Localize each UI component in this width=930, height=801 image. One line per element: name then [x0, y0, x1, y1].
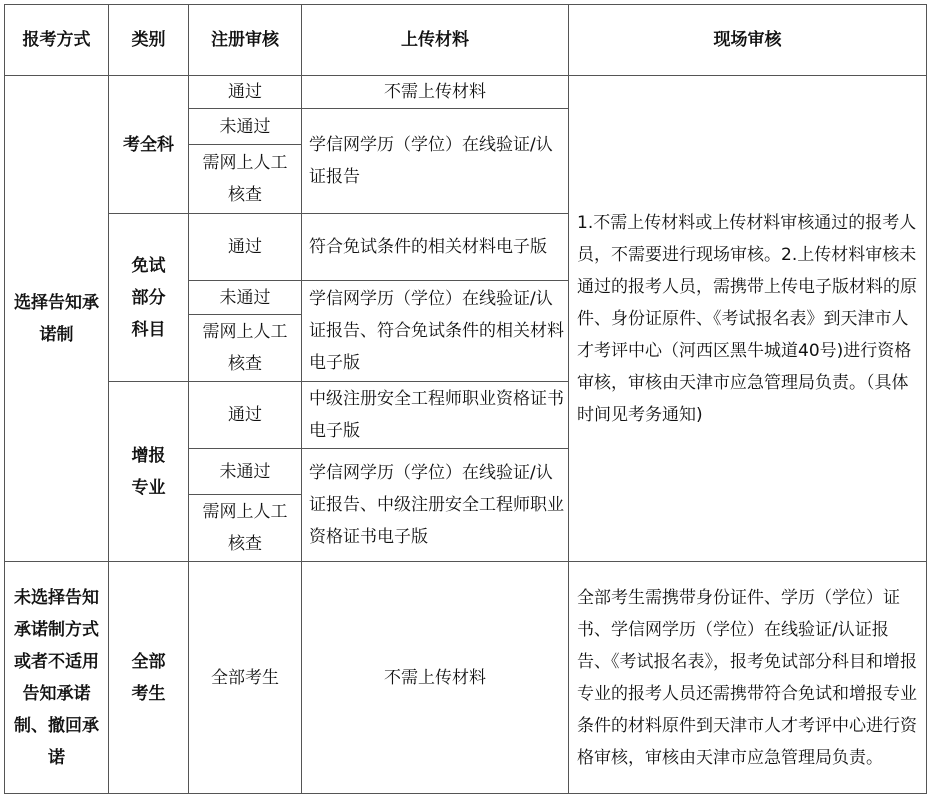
- header-onsite-review: 现场审核: [569, 5, 927, 76]
- materials-cell: 不需上传材料: [302, 76, 569, 109]
- review-cell: 需网上人工核查: [189, 495, 302, 562]
- review-cell: 未通过: [189, 449, 302, 495]
- materials-cell: 符合免试条件的相关材料电子版: [302, 214, 569, 281]
- onsite-review-cell-no-commitment: 全部考生需携带身份证件、学历（学位）证书、学信网学历（学位）在线验证/认证报告、《考试报名表》，报考免试部分科目和增报专业的报考人员还需携带符合免试和增报专业条件的材料原件到天津市人才考评中心进行资格审核，审核由天津市应急管理局负责。: [569, 562, 927, 794]
- review-cell: 通过: [189, 76, 302, 109]
- materials-cell: 学信网学历（学位）在线验证/认证报告、中级注册安全工程师职业资格证书电子版: [302, 449, 569, 562]
- category-cell: 增报专业: [109, 382, 189, 562]
- review-cell: 需网上人工核查: [189, 145, 302, 214]
- category-cell: 免试部分科目: [109, 214, 189, 382]
- materials-cell: 学信网学历（学位）在线验证/认证报告: [302, 109, 569, 214]
- header-category: 类别: [109, 5, 189, 76]
- header-upload-materials: 上传材料: [302, 5, 569, 76]
- materials-cell: 学信网学历（学位）在线验证/认证报告、符合免试条件的相关材料电子版: [302, 281, 569, 382]
- category-cell: 全部考生: [109, 562, 189, 794]
- review-cell: 未通过: [189, 109, 302, 145]
- method-cell-commitment: 选择告知承诺制: [5, 76, 109, 562]
- materials-cell: 不需上传材料: [302, 562, 569, 794]
- review-cell: 需网上人工核查: [189, 315, 302, 382]
- review-cell: 通过: [189, 382, 302, 449]
- header-row: [5, 5, 927, 76]
- materials-cell: 中级注册安全工程师职业资格证书电子版: [302, 382, 569, 449]
- review-cell: 未通过: [189, 281, 302, 315]
- review-cell: 全部考生: [189, 562, 302, 794]
- review-cell: 通过: [189, 214, 302, 281]
- table-row: [5, 76, 927, 109]
- table-row: [5, 562, 927, 794]
- header-method: 报考方式: [5, 5, 109, 76]
- header-registration-review: 注册审核: [189, 5, 302, 76]
- method-cell-no-commitment: 未选择告知承诺制方式或者不适用告知承诺制、撤回承诺: [5, 562, 109, 794]
- onsite-review-cell-commitment: 1.不需上传材料或上传材料审核通过的报考人员，不需要进行现场审核。2.上传材料审核未通过的报考人员，需携带上传电子版材料的原件、身份证原件、《考试报名表》到天津市人才考评中心（河西区黑牛城道40号)进行资格审核，审核由天津市应急管理局负责。（具体时间见考务通知): [569, 76, 927, 562]
- category-cell: 考全科: [109, 76, 189, 214]
- exam-registration-table: [4, 4, 927, 794]
